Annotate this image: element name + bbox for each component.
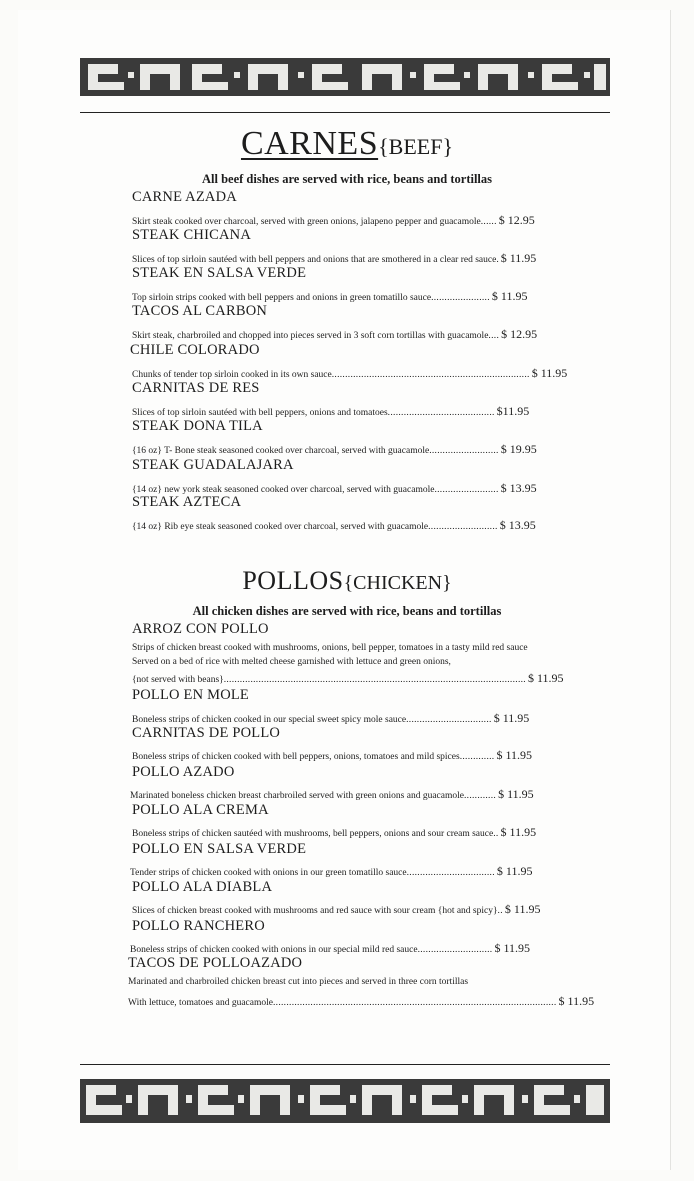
carnes-title: CARNES (240, 125, 379, 162)
menu-item-price: $ 11.95 (496, 748, 533, 762)
menu-item-name: CARNITAS DE POLLO (132, 725, 281, 741)
greek-key-pattern-bottom (80, 1065, 610, 1127)
menu-item-desc: Top sirloin strips cooked with bell peppers and onions in green tomatillo sauce...................... $ 11.95 (132, 289, 528, 303)
menu-item-name: CHILE COLORADO (130, 342, 260, 358)
menu-item-desc: Skirt steak, charbroiled and chopped into pieces served in 3 soft corn tortillas with guacamole.... $ 12.95 (132, 327, 538, 341)
pollos-title: POLLOS (242, 566, 344, 595)
menu-item-desc: {14 oz} new york steak seasoned cooked over charcoal, served with guacamole........................ $ 13.95 (132, 481, 537, 495)
menu-item-name: CARNE AZADA (132, 189, 237, 205)
menu-item-name: STEAK CHICANA (132, 227, 252, 243)
greek-key-pattern-top (80, 50, 610, 100)
menu-item-desc: Strips of chicken breast cooked with mushrooms, onions, bell pepper, tomatoes in a tasty mild red sauce (132, 643, 528, 653)
top-rule (80, 112, 610, 113)
menu-item-price: $ 11.95 (498, 787, 534, 801)
menu-item-name: STEAK DONA TILA (132, 418, 263, 434)
menu-item-price: $ 13.95 (499, 518, 536, 532)
pollos-subtitle-label: {CHICKEN} (343, 572, 452, 594)
menu-item-price: $ 12.95 (501, 327, 538, 341)
menu-item-name: STEAK AZTECA (132, 494, 242, 510)
menu-item-name: POLLO AZADO (132, 764, 235, 780)
carnes-heading (0, 125, 694, 163)
menu-item-price: $11.95 (496, 404, 530, 418)
menu-item-desc: Marinated and charbroiled chicken breast cut into pieces and served in three corn tortillas (128, 977, 469, 987)
carnes-note: All beef dishes are served with rice, beans and tortillas (201, 172, 493, 186)
menu-item-desc: Chunks of tender top sirloin cooked in its own sauce.......................................................................... $ 11.95 (132, 366, 568, 380)
menu-item-price: $ 11.95 (494, 941, 531, 955)
menu-item-price: $ 11.95 (496, 864, 533, 878)
menu-item-desc: Slices of top sirloin sautéed with bell peppers, onions and tomatoes........................................ $11.95 (132, 404, 530, 418)
menu-item-desc: {16 oz} T- Bone steak seasoned cooked over charcoal, served with guacamole.......................... $ 19.95 (132, 442, 537, 456)
bottom-decorative-border (80, 1065, 610, 1127)
menu-item-name: STEAK GUADALAJARA (132, 457, 294, 473)
menu-item-price: $ 11.95 (500, 251, 537, 265)
menu-item-price: $ 19.95 (500, 442, 537, 456)
menu-item-name: POLLO ALA CREMA (132, 802, 269, 818)
menu-item-desc: With lettuce, tomatoes and guacamole.......................................................................................................... $ 11.95 (128, 994, 595, 1008)
pollos-heading (0, 566, 694, 596)
top-decorative-border (80, 50, 610, 100)
menu-item-name: STEAK EN SALSA VERDE (132, 265, 307, 281)
menu-item-price: $ 12.95 (498, 213, 535, 227)
menu-item-name: ARROZ CON POLLO (132, 621, 269, 637)
menu-item-desc: Tender strips of chicken cooked with onions in our green tomatillo sauce................................. $ 11.95 (130, 864, 533, 878)
menu-item-price: $ 11.95 (500, 825, 537, 839)
menu-item-price: $ 11.95 (531, 366, 568, 380)
carnes-subtitle-label: {BEEF} (378, 134, 454, 159)
pollos-note: All chicken dishes are served with rice, beans and tortillas (192, 604, 502, 618)
menu-item-price: $ 11.95 (504, 902, 541, 916)
menu-item-desc: {14 oz} Rib eye steak seasoned cooked over charcoal, served with guacamole.......................... $ 13.95 (132, 518, 536, 532)
menu-item-desc: Slices of chicken breast cooked with mushrooms and red sauce with sour cream {hot and spicy}.. $ 11.95 (132, 902, 541, 916)
menu-item-price: $ 13.95 (500, 481, 537, 495)
menu-item-name: POLLO EN MOLE (132, 687, 249, 703)
menu-item-price: $ 11.95 (493, 711, 530, 725)
menu-item-desc: Served on a bed of rice with melted cheese garnished with lettuce and green onions, (132, 657, 451, 667)
menu-item-name: POLLO ALA DIABLA (132, 879, 273, 895)
menu-item-name: TACOS AL CARBON (132, 303, 268, 319)
menu-item-desc: Boneless strips of chicken cooked with onions in our special mild red sauce............................ $ 11.95 (130, 941, 531, 955)
menu-item-desc: Skirt steak cooked over charcoal, served with green onions, jalapeno pepper and guacamole...... $ 12.95 (132, 213, 535, 227)
menu-item-desc: Boneless strips of chicken sautéed with mushrooms, bell peppers, onions and sour cream sauce.. $ 11.95 (132, 825, 537, 839)
menu-item-desc: {not served with beans}................................................................................................................. $ 11.95 (132, 671, 564, 685)
menu-item-name: CARNITAS DE RES (132, 380, 260, 396)
menu-item-desc: Slices of top sirloin sautéed with bell peppers and onions that are smothered in a clear red sauce. $ 11.95 (132, 251, 537, 265)
menu-item-name: POLLO RANCHERO (132, 918, 265, 934)
menu-item-price: $ 11.95 (527, 671, 564, 685)
menu-item-desc: Marinated boneless chicken breast charbroiled served with green onions and guacamole............ $ 11.95 (130, 787, 534, 801)
menu-item-name: POLLO EN SALSA VERDE (132, 841, 307, 857)
menu-item-price: $ 11.95 (558, 994, 595, 1008)
menu-item-desc: Boneless strips of chicken cooked with bell peppers, onions, tomatoes and mild spices............. $ 11.95 (132, 748, 533, 762)
menu-item-desc: Boneless strips of chicken cooked in our special sweet spicy mole sauce................................ $ 11.95 (132, 711, 530, 725)
menu-item-price: $ 11.95 (491, 289, 528, 303)
menu-item-name: TACOS DE POLLOAZADO (128, 955, 303, 971)
